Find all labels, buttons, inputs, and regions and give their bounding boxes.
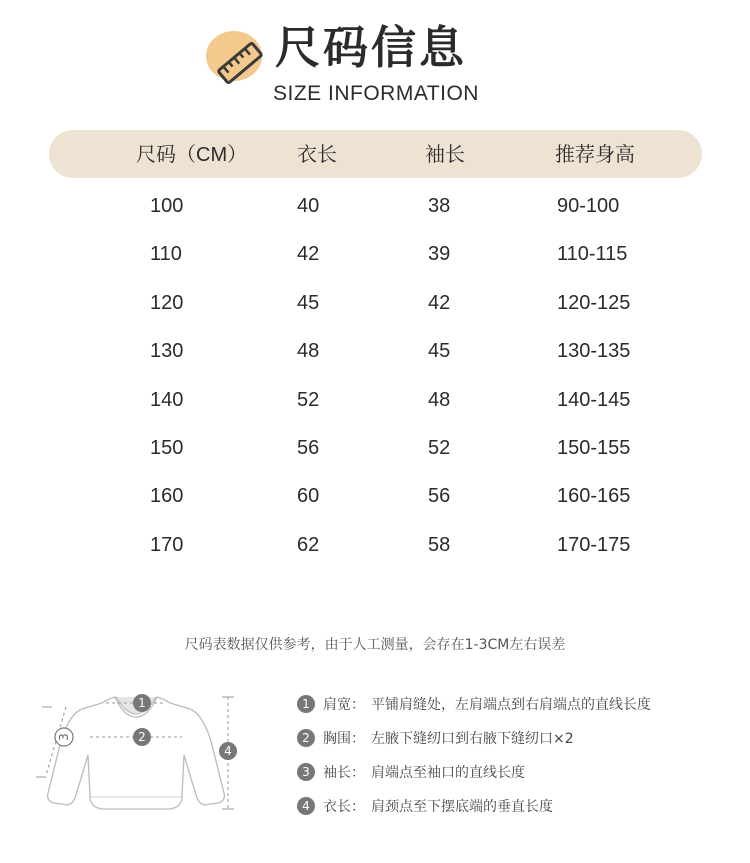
sweater-illustration xyxy=(30,685,250,820)
cell-size: 110 xyxy=(150,243,182,266)
logo-badge xyxy=(206,31,262,81)
svg-text:3: 3 xyxy=(57,733,71,741)
cell-size: 160 xyxy=(150,485,184,508)
legend-description: 左腋下缝纫口到右腋下缝纫口×2 xyxy=(371,731,574,747)
cell-length: 56 xyxy=(297,437,320,459)
cell-sleeve: 42 xyxy=(428,291,451,314)
header-sleeve: 袖长 xyxy=(425,144,465,166)
cell-sleeve: 45 xyxy=(428,340,451,363)
svg-text:4: 4 xyxy=(224,744,232,758)
legend-label: 衣长 xyxy=(323,799,351,815)
legend-description: 肩端点至袖口的直线长度 xyxy=(371,765,525,781)
cell-length: 62 xyxy=(297,533,320,556)
cell-height: 150-155 xyxy=(557,437,631,459)
number-badge-icon: 3 xyxy=(297,763,315,781)
legend-description: 平铺肩缝处，左肩端点到右肩端点的直线长度 xyxy=(371,697,651,713)
legend-label: 肩宽 xyxy=(323,697,351,713)
cell-size: 150 xyxy=(150,437,184,459)
legend-colon: ： xyxy=(351,799,365,815)
disclaimer-note: 尺码表数据仅供参考，由于人工测量，会存在1-3CM左右误差 xyxy=(184,637,566,653)
legend-colon: ： xyxy=(351,731,365,747)
legend-item xyxy=(297,727,574,749)
cell-height: 140-145 xyxy=(557,388,631,411)
cell-height: 170-175 xyxy=(557,533,631,556)
legend-label: 胸围 xyxy=(323,731,351,747)
ruler-icon xyxy=(210,33,270,93)
cell-size: 140 xyxy=(150,388,184,411)
page-subtitle: SIZE INFORMATION xyxy=(273,82,479,105)
legend-colon: ： xyxy=(351,697,365,713)
cell-length: 52 xyxy=(297,388,320,411)
cell-size: 170 xyxy=(150,533,184,556)
header-length: 衣长 xyxy=(297,144,337,166)
cell-sleeve: 58 xyxy=(428,533,451,556)
marker-4-icon xyxy=(219,742,237,760)
header-size: 尺码（CM） xyxy=(136,144,248,166)
number-badge-icon: 4 xyxy=(297,797,315,815)
legend-item xyxy=(297,761,525,783)
cell-size: 120 xyxy=(150,291,184,314)
cell-length: 45 xyxy=(297,291,320,314)
cell-sleeve: 39 xyxy=(428,243,451,266)
legend-colon: ： xyxy=(351,765,365,781)
garment-diagram xyxy=(30,685,250,824)
number-badge-icon: 1 xyxy=(297,695,315,713)
cell-height: 130-135 xyxy=(557,340,631,363)
legend-description: 肩颈点至下摆底端的垂直长度 xyxy=(371,799,553,815)
header-height: 推荐身高 xyxy=(555,144,635,166)
cell-sleeve: 52 xyxy=(428,437,451,459)
svg-text:2: 2 xyxy=(138,730,146,744)
cell-length: 48 xyxy=(297,340,320,363)
legend-label: 袖长 xyxy=(323,765,351,781)
cell-length: 42 xyxy=(297,243,320,266)
svg-text:1: 1 xyxy=(138,696,146,710)
cell-height: 90-100 xyxy=(557,195,620,217)
cell-height: 120-125 xyxy=(557,291,631,314)
cell-sleeve: 56 xyxy=(428,485,451,508)
legend-item xyxy=(297,693,651,715)
page-title: 尺码信息 xyxy=(275,21,468,74)
cell-length: 60 xyxy=(297,485,320,508)
marker-3-icon xyxy=(55,728,73,746)
legend-item xyxy=(297,795,553,817)
cell-size: 100 xyxy=(150,195,184,217)
number-badge-icon: 2 xyxy=(297,729,315,747)
cell-height: 160-165 xyxy=(557,485,631,508)
marker-2-icon xyxy=(133,728,151,746)
cell-size: 130 xyxy=(150,340,184,363)
cell-length: 40 xyxy=(297,195,320,217)
cell-height: 110-115 xyxy=(557,243,628,266)
cell-sleeve: 48 xyxy=(428,388,451,411)
marker-1-icon xyxy=(133,694,151,712)
cell-sleeve: 38 xyxy=(428,195,451,217)
